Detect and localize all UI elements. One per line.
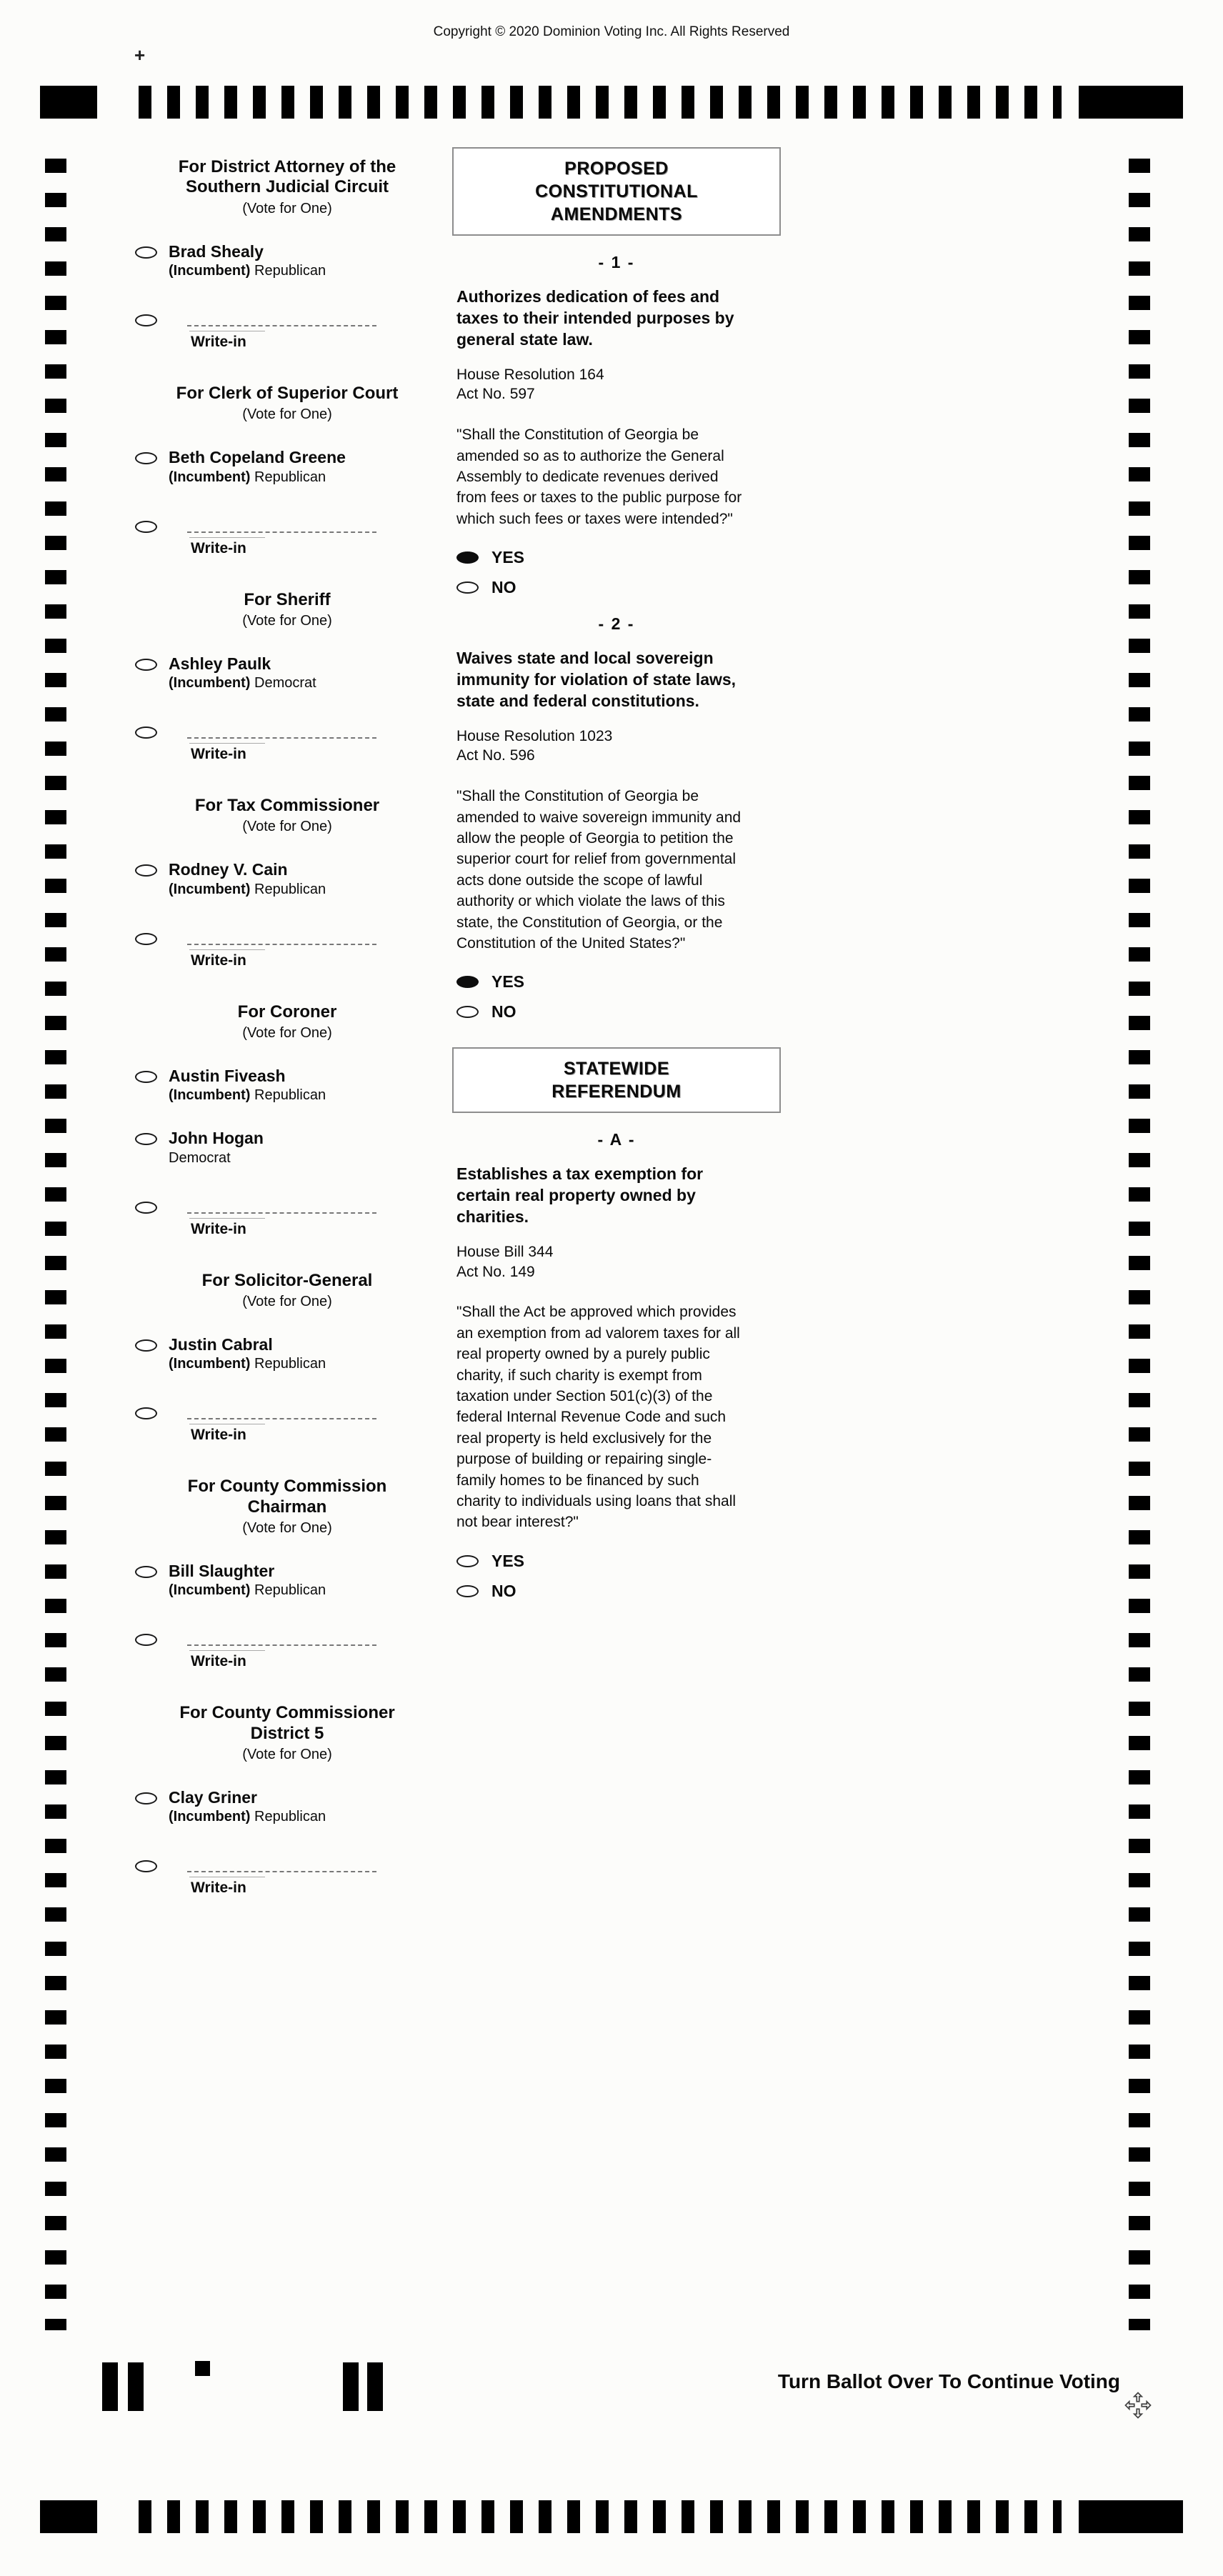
candidate-row [135, 1067, 458, 1104]
write-in-row [135, 311, 458, 326]
write-in-row [135, 929, 458, 945]
candidate-row [135, 1562, 458, 1599]
write-in-oval[interactable] [135, 314, 157, 326]
no-label: NO [491, 578, 516, 597]
contest-title: For Solicitor-General [201, 1270, 373, 1290]
write-in-oval[interactable] [135, 1634, 157, 1646]
candidate-party-line [169, 263, 326, 279]
write-in-line[interactable] [187, 1630, 376, 1646]
party-label: Democrat [254, 675, 316, 692]
turn-ballot-over-notice: Turn Ballot Over To Continue Voting [777, 2370, 1120, 2392]
option-row-no [456, 1582, 781, 1601]
write-in-label: Write-in [189, 537, 265, 557]
candidate-oval[interactable] [135, 1071, 157, 1083]
incumbent-label: (Incumbent) [169, 1356, 251, 1372]
candidate-row [135, 1129, 458, 1166]
write-in-label: Write-in [189, 1424, 265, 1444]
write-in-row [135, 1198, 458, 1214]
candidate-name: Ashley Paulk [169, 654, 271, 673]
timing-marks-bottom [40, 2500, 1183, 2533]
candidate-name: Brad Shealy [169, 241, 264, 261]
candidate-name: Justin Cabral [169, 1334, 273, 1354]
candidate-party-line [169, 1087, 326, 1104]
write-in-label: Write-in [189, 949, 265, 969]
copyright-notice: Copyright © 2020 Dominion Voting Inc. All Rights Reserved [433, 24, 790, 39]
no-label: NO [491, 1002, 516, 1022]
party-label: Republican [254, 881, 326, 897]
incumbent-label: (Incumbent) [169, 675, 251, 692]
vote-for-instruction: (Vote for One) [242, 200, 332, 216]
section-header: PROPOSED CONSTITUTIONAL AMENDMENTS [535, 159, 698, 224]
party-label: Democrat [169, 1149, 231, 1166]
ballot-code-mark [102, 2362, 118, 2411]
vote-for-instruction: (Vote for One) [242, 1519, 332, 1536]
candidate-text [169, 1067, 326, 1104]
candidate-text [169, 1789, 326, 1825]
write-in-row [135, 1857, 458, 1872]
no-label: NO [491, 1581, 516, 1600]
vote-for-instruction: (Vote for One) [242, 612, 332, 629]
write-in-label: Write-in [189, 1877, 265, 1897]
measure-referendum-a [452, 1130, 781, 1600]
measure-summary: Waives state and local sovereign immunity for violation of state laws, state and federal constitutions. [456, 649, 737, 710]
candidate-oval[interactable] [135, 246, 157, 259]
write-in-oval[interactable] [135, 1407, 157, 1419]
candidate-name: John Hogan [169, 1129, 264, 1148]
candidate-text [169, 1336, 326, 1372]
option-row-no [456, 578, 781, 597]
contest-title: For County Commissioner District 5 [179, 1703, 395, 1743]
candidate-text [169, 861, 326, 897]
measure-references [452, 365, 744, 404]
measure-ref-line: Act No. 149 [456, 1263, 535, 1280]
write-in-label: Write-in [189, 331, 265, 351]
write-in-label: Write-in [189, 1650, 265, 1670]
contest-clerk-superior-court [116, 384, 458, 557]
candidate-text [169, 1129, 264, 1166]
write-in-row [135, 723, 458, 739]
candidate-row [135, 1336, 458, 1372]
write-in-line[interactable] [187, 929, 376, 945]
candidate-name: Clay Griner [169, 1787, 257, 1807]
candidate-party-line [169, 1582, 326, 1599]
contest-title: For District Attorney of the Southern Judicial Circuit [178, 157, 396, 197]
contest-title: For County Commission Chairman [187, 1477, 387, 1517]
yes-label: YES [491, 1551, 525, 1570]
incumbent-label: (Incumbent) [169, 1809, 251, 1825]
yes-label: YES [491, 548, 525, 567]
write-in-oval[interactable] [135, 933, 157, 945]
write-in-row [135, 1404, 458, 1419]
candidate-text [169, 449, 346, 485]
measure-options [452, 548, 781, 597]
candidate-party-line [169, 675, 316, 692]
amendments-header-box [452, 147, 781, 236]
incumbent-label: (Incumbent) [169, 262, 251, 279]
timing-marks-right [1129, 159, 1150, 2330]
candidate-name: Bill Slaughter [169, 1561, 275, 1580]
contest-coroner [116, 1002, 458, 1238]
measure-number: - A - [597, 1130, 636, 1149]
measure-number: - 1 - [598, 253, 635, 271]
measure-references [452, 1242, 744, 1282]
candidate-oval[interactable] [135, 452, 157, 464]
contest-district-attorney [116, 157, 458, 351]
measure-ref-line: House Resolution 1023 [456, 727, 613, 744]
party-label: Republican [254, 1356, 326, 1372]
write-in-line[interactable] [187, 517, 376, 533]
write-in-line[interactable] [187, 1857, 376, 1872]
contest-sheriff [116, 590, 458, 764]
registration-mark: + [134, 44, 146, 66]
no-oval[interactable] [456, 1585, 479, 1597]
measures-column [452, 147, 781, 1601]
write-in-line[interactable] [187, 1404, 376, 1419]
party-label: Republican [254, 1087, 326, 1104]
vote-for-instruction: (Vote for One) [242, 1746, 332, 1762]
candidate-row [135, 861, 458, 897]
section-header: STATEWIDE REFERENDUM [551, 1059, 682, 1102]
measure-options [452, 1552, 781, 1601]
timing-block [1079, 2500, 1183, 2533]
vote-for-instruction: (Vote for One) [242, 1025, 332, 1042]
contest-title: For Coroner [237, 1002, 337, 1022]
candidate-oval[interactable] [135, 1133, 157, 1145]
candidate-text [169, 243, 326, 279]
incumbent-label: (Incumbent) [169, 1582, 251, 1599]
candidate-row [135, 243, 458, 279]
write-in-oval[interactable] [135, 1202, 157, 1214]
write-in-label: Write-in [189, 743, 265, 763]
option-row-yes [456, 972, 781, 992]
candidate-text [169, 655, 316, 692]
measure-references [452, 727, 744, 766]
contest-title: For Tax Commissioner [194, 796, 380, 816]
timing-marks-top [40, 86, 1183, 119]
measure-question: "Shall the Act be approved which provides an exemption from ad valorem taxes for all real property owned by a purely public charity, if such charity is exempt from taxation under Section 501(c)(3) of the federal Internal Revenue Code and such real property is held exclusively for the purpose of building or repairing single-family homes to be financed by such charity to individuals using loans that shall not bear interest?" [456, 1304, 740, 1531]
candidate-party-line [169, 882, 326, 898]
write-in-row [135, 1630, 458, 1646]
vote-for-instruction: (Vote for One) [242, 406, 332, 423]
no-oval[interactable] [456, 1006, 479, 1018]
candidate-name: Austin Fiveash [169, 1067, 286, 1086]
candidate-text [169, 1562, 326, 1599]
ballot-code-mark [367, 2362, 383, 2411]
write-in-line[interactable] [187, 723, 376, 739]
option-row-no [456, 1002, 781, 1022]
yes-oval[interactable] [456, 1555, 479, 1567]
candidate-name: Beth Copeland Greene [169, 448, 346, 467]
candidate-party-line [169, 469, 346, 486]
ballot-code-mark [195, 2361, 210, 2376]
crosshair-icon [1123, 2390, 1153, 2424]
contest-county-commissioner-district-5 [116, 1703, 458, 1897]
timing-block [40, 2500, 97, 2533]
incumbent-label: (Incumbent) [169, 881, 251, 897]
vote-for-instruction: (Vote for One) [242, 1293, 332, 1309]
contest-title: For Sheriff [244, 589, 331, 609]
write-in-row [135, 517, 458, 533]
contest-tax-commissioner [116, 796, 458, 969]
measure-question: "Shall the Constitution of Georgia be amended to waive sovereign immunity and allow the people of Georgia to petition the superior court for relief from governmental acts done outside the scope of lawful authority or which violate the laws of this state, the Constitution of Georgia, or the Constitution of the United States?" [456, 788, 742, 952]
write-in-line[interactable] [187, 311, 376, 326]
party-label: Republican [254, 469, 326, 485]
no-oval[interactable] [456, 581, 479, 594]
write-in-label: Write-in [189, 1218, 265, 1238]
yes-label: YES [491, 972, 525, 992]
candidate-oval[interactable] [135, 864, 157, 877]
candidate-oval[interactable] [135, 659, 157, 671]
timing-block [1079, 86, 1183, 119]
measure-amendment-2 [452, 614, 781, 1022]
measure-ref-line: Act No. 596 [456, 747, 535, 764]
measure-question: "Shall the Constitution of Georgia be amended so as to authorize the General Assembly to dedicate revenues derived from fees or taxes to the public purpose for which such fees or taxes were intended?" [456, 426, 742, 527]
contest-solicitor-general [116, 1271, 458, 1444]
measure-ref-line: House Bill 344 [456, 1243, 554, 1260]
option-row-yes [456, 1552, 781, 1571]
timing-marks-left [45, 159, 66, 2330]
timing-block [40, 86, 97, 119]
incumbent-label: (Incumbent) [169, 469, 251, 485]
candidate-party-line [169, 1809, 326, 1825]
candidate-row [135, 449, 458, 485]
referendum-header-box [452, 1047, 781, 1113]
party-label: Republican [254, 1809, 326, 1825]
party-label: Republican [254, 262, 326, 279]
contest-county-commission-chairman [116, 1477, 458, 1670]
candidate-oval[interactable] [135, 1566, 157, 1578]
candidate-party-line [169, 1150, 264, 1167]
yes-oval[interactable] [456, 976, 479, 988]
write-in-oval[interactable] [135, 521, 157, 533]
vote-for-instruction: (Vote for One) [242, 819, 332, 835]
candidate-row [135, 655, 458, 692]
contest-title: For Clerk of Superior Court [176, 383, 399, 403]
measure-number: - 2 - [598, 614, 635, 634]
write-in-line[interactable] [187, 1198, 376, 1214]
measure-ref-line: Act No. 597 [456, 386, 535, 403]
write-in-oval[interactable] [135, 727, 157, 739]
candidate-name: Rodney V. Cain [169, 860, 288, 879]
measure-summary: Establishes a tax exemption for certain real property owned by charities. [456, 1164, 704, 1227]
yes-oval[interactable] [456, 551, 479, 564]
ballot-code-mark [343, 2362, 359, 2411]
timing-bars [139, 86, 1062, 119]
measure-summary: Authorizes dedication of fees and taxes to their intended purposes by general state law. [456, 287, 734, 349]
candidate-oval[interactable] [135, 1339, 157, 1352]
measure-ref-line: House Resolution 164 [456, 366, 604, 383]
candidate-row [135, 1789, 458, 1825]
candidate-oval[interactable] [135, 1792, 157, 1804]
contests-column [116, 157, 458, 1929]
candidate-party-line [169, 1356, 326, 1372]
option-row-yes [456, 548, 781, 567]
incumbent-label: (Incumbent) [169, 1087, 251, 1104]
party-label: Republican [254, 1582, 326, 1599]
measure-amendment-1 [452, 253, 781, 597]
timing-bars [139, 2500, 1062, 2533]
ballot-code-mark [128, 2362, 144, 2411]
measure-options [452, 972, 781, 1022]
write-in-oval[interactable] [135, 1860, 157, 1872]
